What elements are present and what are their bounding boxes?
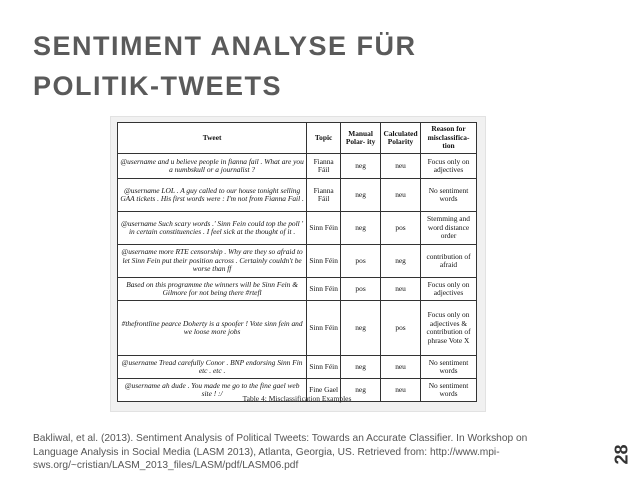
header-calculated-polarity: Calculated Polarity — [381, 123, 421, 154]
cell-reason: No sentiment words — [421, 356, 477, 379]
table-caption: Table 4: Misclassification Examples — [242, 394, 352, 403]
cell-reason: No sentiment words — [421, 379, 477, 402]
cell-reason: Stemming and word distance order — [421, 212, 477, 245]
cell-reason: Focus only on adjectives — [421, 278, 477, 301]
table-row — [118, 278, 477, 301]
cell-topic: Sinn Féin — [307, 278, 341, 301]
cell-topic: Fianna Fáil — [307, 154, 341, 179]
cell-topic: Sinn Féin — [307, 245, 341, 278]
cell-topic: Sinn Féin — [307, 356, 341, 379]
cell-topic: Sinn Féin — [307, 212, 341, 245]
cell-tweet: @username ah dude . You made me go to the fine gael web site ! :/ — [118, 379, 307, 402]
table-row — [118, 356, 477, 379]
cell-reason: Focus only on adjectives & contribution of phrase Vote X — [421, 301, 477, 356]
table-row — [118, 301, 477, 356]
cell-reason: Focus only on adjectives — [421, 154, 477, 179]
cell-calculated: neu — [381, 154, 421, 179]
cell-manual: neg — [341, 379, 381, 402]
cell-calculated: pos — [381, 212, 421, 245]
misclassification-table — [117, 122, 477, 402]
cell-reason: No sentiment words — [421, 179, 477, 212]
header-topic: Topic — [307, 123, 341, 154]
table-row — [118, 179, 477, 212]
cell-reason: contribution of afraid — [421, 245, 477, 278]
table-row — [118, 212, 477, 245]
cell-calculated: neu — [381, 179, 421, 212]
cell-calculated: neu — [381, 379, 421, 402]
cell-topic: Sinn Féin — [307, 301, 341, 356]
header-manual-polarity: Manual Polar- ity — [341, 123, 381, 154]
cell-manual: pos — [341, 245, 381, 278]
cell-tweet: #thefrontline pearce Doherty is a spoofer ! Vote sinn fein and we loose more jobs — [118, 301, 307, 356]
cell-manual: neg — [341, 212, 381, 245]
cell-tweet: @username and u believe people in fianna fail . What are you a numbskull or a journalist ? — [118, 154, 307, 179]
slide-title — [33, 26, 573, 106]
cell-tweet: @username Tread carefully Conor . BNP endorsing Sinn Fin etc . etc . — [118, 356, 307, 379]
cell-manual: neg — [341, 356, 381, 379]
cell-manual: neg — [341, 301, 381, 356]
cell-calculated: pos — [381, 301, 421, 356]
page-number: 28 — [611, 444, 632, 465]
cell-tweet: @username more RTE censorship . Why are they so afraid to let Sinn Fein put their position across . Certainly couldn't be worse than ff — [118, 245, 307, 278]
table-row — [118, 245, 477, 278]
citation-text: Bakliwal, et al. (2013). Sentiment Analysis of Political Tweets: Towards an Accurate Classifier. In Workshop on Language Analysis in Social Media (LASM 2013), Atlanta, Georgia, US. Retrieved from: http://www.mpi-sws.org/~cristian/LASM_2013_files/LASM/pdf/LASM06.pdf — [33, 433, 528, 471]
cell-manual: neg — [341, 154, 381, 179]
cell-topic: Fine Gael — [307, 379, 341, 402]
table-header-row — [118, 123, 477, 154]
slide-title-line-2: POLITIK-TWEETS — [33, 71, 282, 101]
cell-tweet: @username Such scary words .' Sinn Fein could top the poll ' in certain constituencies . I feel sick at the thought of it . — [118, 212, 307, 245]
cell-manual: pos — [341, 278, 381, 301]
slide-title-line-1: SENTIMENT ANALYSE FÜR — [33, 31, 417, 61]
cell-manual: neg — [341, 179, 381, 212]
cell-calculated: neg — [381, 245, 421, 278]
cell-calculated: neu — [381, 278, 421, 301]
cell-topic: Fianna Fáil — [307, 179, 341, 212]
table-row — [118, 154, 477, 179]
header-tweet: Tweet — [118, 123, 307, 154]
header-reason: Reason for misclassifica- tion — [421, 123, 477, 154]
cell-calculated: neu — [381, 356, 421, 379]
cell-tweet: @username LOL . A guy called to our house tonight selling GAA tickets . His first words were : I'm not from Fianna Fail . — [118, 179, 307, 212]
cell-tweet: Based on this programme the winners will be Sinn Fein & Gilmore for not being there #rtefl — [118, 278, 307, 301]
